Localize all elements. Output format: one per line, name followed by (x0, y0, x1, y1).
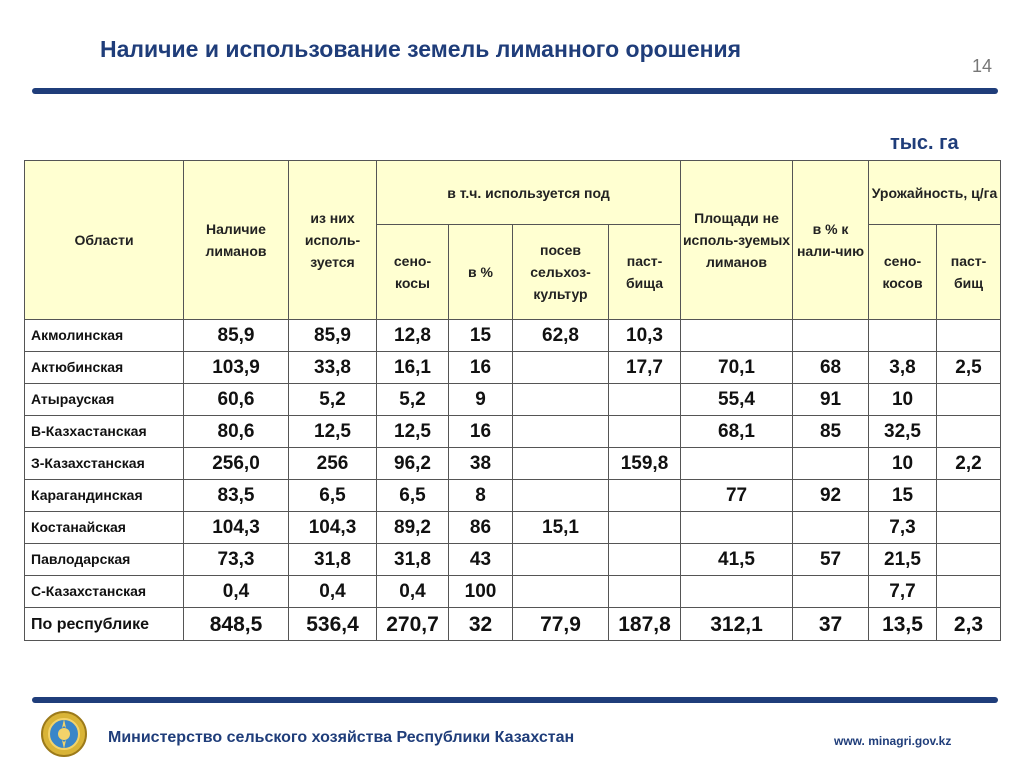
header-used-for: в т.ч. используется под (377, 161, 681, 225)
value-cell: 16,1 (377, 352, 449, 384)
table-row (25, 480, 1001, 512)
value-cell (609, 576, 681, 608)
header-region: Области (25, 161, 184, 320)
value-cell (681, 320, 793, 352)
value-cell (513, 416, 609, 448)
value-cell (937, 480, 1001, 512)
value-cell (609, 416, 681, 448)
kazakhstan-state-emblem-icon (40, 710, 88, 758)
value-cell: 2,5 (937, 352, 1001, 384)
value-cell: 7,3 (869, 512, 937, 544)
value-cell: 15 (869, 480, 937, 512)
bottom-divider (32, 697, 998, 703)
region-cell: В-Казхастанская (25, 416, 184, 448)
value-cell: 80,6 (184, 416, 289, 448)
value-cell: 16 (449, 352, 513, 384)
value-cell: 32,5 (869, 416, 937, 448)
value-cell (513, 384, 609, 416)
value-cell: 6,5 (289, 480, 377, 512)
table-row (25, 576, 1001, 608)
value-cell: 17,7 (609, 352, 681, 384)
value-cell (609, 512, 681, 544)
value-cell: 92 (793, 480, 869, 512)
value-cell: 187,8 (609, 608, 681, 641)
value-cell (793, 448, 869, 480)
top-divider (32, 88, 998, 94)
value-cell: 104,3 (184, 512, 289, 544)
value-cell: 85,9 (289, 320, 377, 352)
table-row (25, 320, 1001, 352)
value-cell: 13,5 (869, 608, 937, 641)
value-cell: 104,3 (289, 512, 377, 544)
page-title: Наличие и использование земель лиманного орошения (100, 36, 742, 62)
value-cell: 0,4 (377, 576, 449, 608)
value-cell: 15,1 (513, 512, 609, 544)
total-row (25, 608, 1001, 641)
value-cell: 16 (449, 416, 513, 448)
header-yield-pasture: паст-бищ (937, 225, 1001, 320)
value-cell (681, 448, 793, 480)
table-body (25, 320, 1001, 641)
value-cell (513, 480, 609, 512)
value-cell: 270,7 (377, 608, 449, 641)
header-unused: Площади не исполь-зуемых лиманов (681, 161, 793, 320)
value-cell: 536,4 (289, 608, 377, 641)
value-cell: 15 (449, 320, 513, 352)
region-cell: Павлодарская (25, 544, 184, 576)
value-cell: 70,1 (681, 352, 793, 384)
value-cell: 2,2 (937, 448, 1001, 480)
value-cell: 3,8 (869, 352, 937, 384)
value-cell: 62,8 (513, 320, 609, 352)
value-cell: 256,0 (184, 448, 289, 480)
value-cell (681, 512, 793, 544)
region-cell: Карагандинская (25, 480, 184, 512)
region-cell: Акмолинская (25, 320, 184, 352)
value-cell: 312,1 (681, 608, 793, 641)
value-cell (937, 576, 1001, 608)
value-cell (609, 384, 681, 416)
value-cell: 12,5 (289, 416, 377, 448)
value-cell: 5,2 (289, 384, 377, 416)
value-cell (513, 576, 609, 608)
table-row (25, 416, 1001, 448)
value-cell: 31,8 (289, 544, 377, 576)
value-cell: 848,5 (184, 608, 289, 641)
value-cell: 10 (869, 448, 937, 480)
value-cell: 159,8 (609, 448, 681, 480)
value-cell: 77,9 (513, 608, 609, 641)
value-cell: 103,9 (184, 352, 289, 384)
land-use-table (24, 160, 1001, 641)
value-cell: 55,4 (681, 384, 793, 416)
value-cell: 86 (449, 512, 513, 544)
header-pct-of: в % к нали-чию (793, 161, 869, 320)
value-cell (513, 544, 609, 576)
value-cell (937, 544, 1001, 576)
value-cell: 91 (793, 384, 869, 416)
value-cell: 43 (449, 544, 513, 576)
value-cell (681, 576, 793, 608)
region-cell: По республике (25, 608, 184, 641)
value-cell: 89,2 (377, 512, 449, 544)
header-pasture: паст-бища (609, 225, 681, 320)
value-cell (513, 448, 609, 480)
region-cell: З-Казахстанская (25, 448, 184, 480)
value-cell (793, 512, 869, 544)
value-cell: 83,5 (184, 480, 289, 512)
region-cell: Актюбинская (25, 352, 184, 384)
value-cell (937, 416, 1001, 448)
header-yield-hay: сено-косов (869, 225, 937, 320)
value-cell: 85,9 (184, 320, 289, 352)
value-cell: 0,4 (184, 576, 289, 608)
value-cell: 10 (869, 384, 937, 416)
header-hay: сено-косы (377, 225, 449, 320)
region-cell: Костанайская (25, 512, 184, 544)
header-used: из них исполь-зуется (289, 161, 377, 320)
value-cell: 21,5 (869, 544, 937, 576)
value-cell (609, 480, 681, 512)
value-cell: 85 (793, 416, 869, 448)
value-cell (937, 384, 1001, 416)
region-cell: Атырауская (25, 384, 184, 416)
value-cell: 37 (793, 608, 869, 641)
value-cell: 57 (793, 544, 869, 576)
value-cell: 8 (449, 480, 513, 512)
page-number: 14 (972, 56, 993, 76)
value-cell (793, 576, 869, 608)
value-cell: 60,6 (184, 384, 289, 416)
value-cell: 256 (289, 448, 377, 480)
value-cell: 12,8 (377, 320, 449, 352)
value-cell (513, 352, 609, 384)
value-cell: 100 (449, 576, 513, 608)
value-cell (869, 320, 937, 352)
table-row (25, 352, 1001, 384)
table-row (25, 512, 1001, 544)
value-cell: 9 (449, 384, 513, 416)
value-cell: 68 (793, 352, 869, 384)
value-cell: 2,3 (937, 608, 1001, 641)
value-cell: 68,1 (681, 416, 793, 448)
value-cell: 7,7 (869, 576, 937, 608)
value-cell: 12,5 (377, 416, 449, 448)
value-cell: 77 (681, 480, 793, 512)
footer-ministry: Министерство сельского хозяйства Республики Казахстан (108, 729, 575, 746)
value-cell: 73,3 (184, 544, 289, 576)
header-available: Наличие лиманов (184, 161, 289, 320)
header-pct: в % (449, 225, 513, 320)
value-cell (609, 544, 681, 576)
value-cell: 6,5 (377, 480, 449, 512)
value-cell (937, 512, 1001, 544)
header-yield: Урожайность, ц/га (869, 161, 1001, 225)
value-cell: 0,4 (289, 576, 377, 608)
value-cell: 31,8 (377, 544, 449, 576)
footer-url[interactable]: www. minagri.gov.kz (834, 734, 952, 748)
value-cell: 32 (449, 608, 513, 641)
value-cell: 41,5 (681, 544, 793, 576)
value-cell: 5,2 (377, 384, 449, 416)
header-crops: посев сельхоз-культур (513, 225, 609, 320)
value-cell (937, 320, 1001, 352)
value-cell: 38 (449, 448, 513, 480)
value-cell: 96,2 (377, 448, 449, 480)
region-cell: С-Казахстанская (25, 576, 184, 608)
table-row (25, 384, 1001, 416)
value-cell (793, 320, 869, 352)
value-cell: 33,8 (289, 352, 377, 384)
value-cell: 10,3 (609, 320, 681, 352)
units-label: тыс. га (890, 132, 959, 154)
table-row (25, 448, 1001, 480)
table-row (25, 544, 1001, 576)
